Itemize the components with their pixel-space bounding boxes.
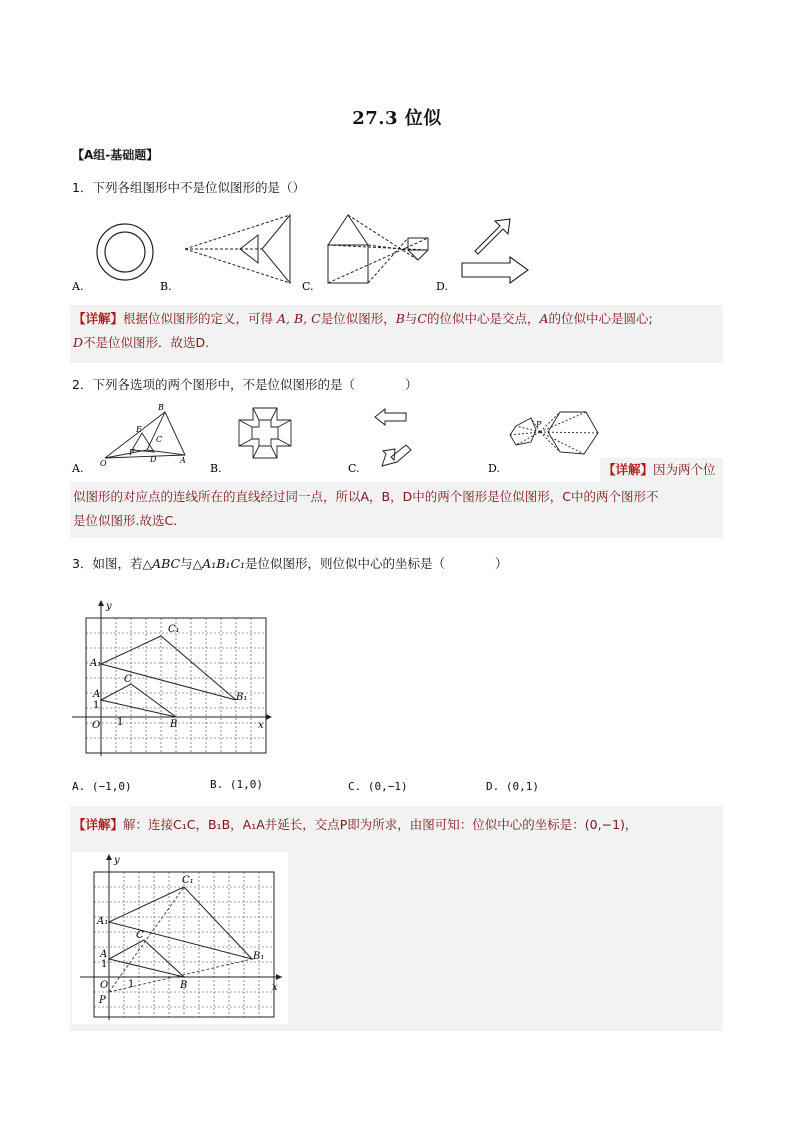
q1-detail-text-2: 是位似图形， [320, 311, 396, 326]
q2-label-o: O [100, 459, 107, 468]
q3-graph [72, 598, 272, 758]
q3-label-b: B [170, 719, 178, 730]
page-title: 27.3 位似 [352, 108, 442, 129]
q1-detail-var-d: D [73, 335, 84, 350]
q2-option-a: A. [72, 462, 84, 475]
q3-option-b-letter: B. [210, 778, 224, 791]
q1-detail [73, 307, 733, 355]
q1-detail-text-3: 与 [404, 311, 418, 326]
q3-detail-tag: 【详解】 [73, 817, 124, 832]
q2-detail-inline [603, 458, 716, 482]
question-3-stem [72, 554, 508, 572]
q1-option-a: A. [72, 280, 84, 293]
group-label: 【A组-基础题】 [72, 148, 159, 162]
q3-sol-tick-y-1: 1 [101, 959, 108, 970]
q2-option-c: C. [348, 462, 360, 475]
q3-label-b1: B₁ [236, 692, 248, 703]
q3-axis-y-label: y [106, 601, 112, 612]
q1-option-b: B. [160, 280, 172, 293]
q3-option-a-value: (−1,0) [91, 780, 132, 793]
q3-solution-graph [80, 852, 285, 1022]
q2-detail-text-1: 因为两个位 [653, 462, 716, 477]
q2-option-b: B. [210, 462, 222, 475]
q3-sol-label-b1: B₁ [253, 951, 265, 962]
q1-figures [70, 205, 550, 300]
q3-option-c [348, 780, 408, 793]
q2-figure-b [239, 408, 291, 458]
q2-label-c: C [156, 435, 163, 444]
q2-label-d: D [150, 455, 157, 464]
q3-option-a [72, 780, 132, 793]
q3-sol-label-a: A [100, 949, 108, 960]
q1-option-d: D. [436, 280, 448, 293]
q3-option-c-value: (0,−1) [367, 780, 408, 793]
q2-figure-c [375, 409, 411, 466]
q1-figure-d [462, 219, 528, 283]
q2-label-f: F [129, 448, 135, 457]
q3-label-a: A [93, 689, 101, 700]
q3-stem-triangle-2: △A₁B₁C₁ [192, 556, 246, 571]
q3-sol-label-b: B [180, 980, 188, 991]
q2-option-d: D. [488, 462, 500, 475]
q2-label-e: E [136, 425, 142, 434]
q3-sol-axis-y-label: y [114, 855, 120, 866]
q2-label-p: P [536, 420, 542, 429]
question-2-stem: 2．下列各选项的两个图形中，不是位似图形的是（ ） [72, 377, 418, 392]
q3-option-c-letter: C. [348, 780, 362, 793]
q3-option-d [486, 780, 539, 793]
q2-detail-tag: 【详解】 [603, 462, 654, 477]
q2-figure-a [105, 412, 185, 458]
q2-detail-text-2: 似图形的对应点的连线所在的直线经过同一点，所以A，B，D中的两个图形是位似图形，C中的两个图形不 [73, 489, 659, 504]
q1-detail-text-4: 的位似中心是交点， [426, 311, 540, 326]
q3-origin-label: O [92, 720, 101, 731]
q3-sol-label-a1: A₁ [97, 916, 109, 927]
q3-sol-origin-label: O [100, 980, 109, 991]
q1-figure-a [97, 224, 153, 280]
q1-detail-var-a: A [539, 311, 549, 326]
q1-figure-c [328, 215, 428, 283]
q3-stem-text-3: 是位似图形，则位似中心的坐标是（ ） [245, 556, 508, 571]
q3-sol-axis-x-label: x [272, 982, 278, 993]
q1-detail-var-b: B [395, 311, 405, 326]
q3-option-b [210, 778, 263, 791]
q3-stem-text-2: 与 [180, 556, 193, 571]
q3-tick-y-1: 1 [93, 700, 100, 711]
q3-detail [73, 813, 723, 837]
q3-detail-text: 解：连接C₁C，B₁B，A₁A并延长，交点P即为所求，由图可知：位似中心的坐标是：(0,−1)， [123, 817, 638, 832]
q3-sol-label-c: C [136, 930, 144, 941]
q3-label-a1: A₁ [90, 658, 102, 669]
q2-label-b: B [158, 403, 164, 412]
q2-label-a: A [180, 456, 186, 465]
q3-stem-triangle-1: △ABC [142, 556, 181, 571]
q3-sol-tick-x-1: 1 [128, 979, 135, 990]
q2-detail [73, 485, 733, 533]
q3-tick-x-1: 1 [117, 717, 124, 728]
q3-stem-text-1: 3．如图，若 [72, 556, 143, 571]
q2-figure-d [510, 412, 598, 454]
q3-option-b-value: (1,0) [229, 778, 263, 791]
q1-detail-text-6: 不是位似图形．故选D. [83, 335, 210, 350]
q3-label-c1: C₁ [168, 624, 180, 635]
q1-detail-text-1: 根据位似图形的定义，可得 [123, 311, 274, 326]
question-1-stem: 1．下列各组图形中不是位似图形的是（） [72, 180, 305, 195]
q3-sol-label-p: P [99, 995, 106, 1006]
q3-option-a-letter: A. [72, 780, 86, 793]
q1-detail-text-5: 的位似中心是圆心; [548, 311, 653, 326]
q1-detail-var-c: C [417, 311, 427, 326]
q3-axis-x-label: x [258, 720, 264, 731]
q1-detail-tag: 【详解】 [73, 311, 124, 326]
q3-sol-label-c1: C₁ [182, 875, 194, 886]
q2-detail-text-3: 是位似图形.故选C. [73, 513, 178, 528]
q1-option-c: C. [302, 280, 314, 293]
q3-label-c: C [124, 674, 132, 685]
q1-detail-vars: A, B, C [277, 311, 321, 326]
q3-option-d-letter: D. [486, 780, 500, 793]
q3-option-d-value: (0,1) [505, 780, 539, 793]
q1-figure-b [185, 215, 290, 283]
